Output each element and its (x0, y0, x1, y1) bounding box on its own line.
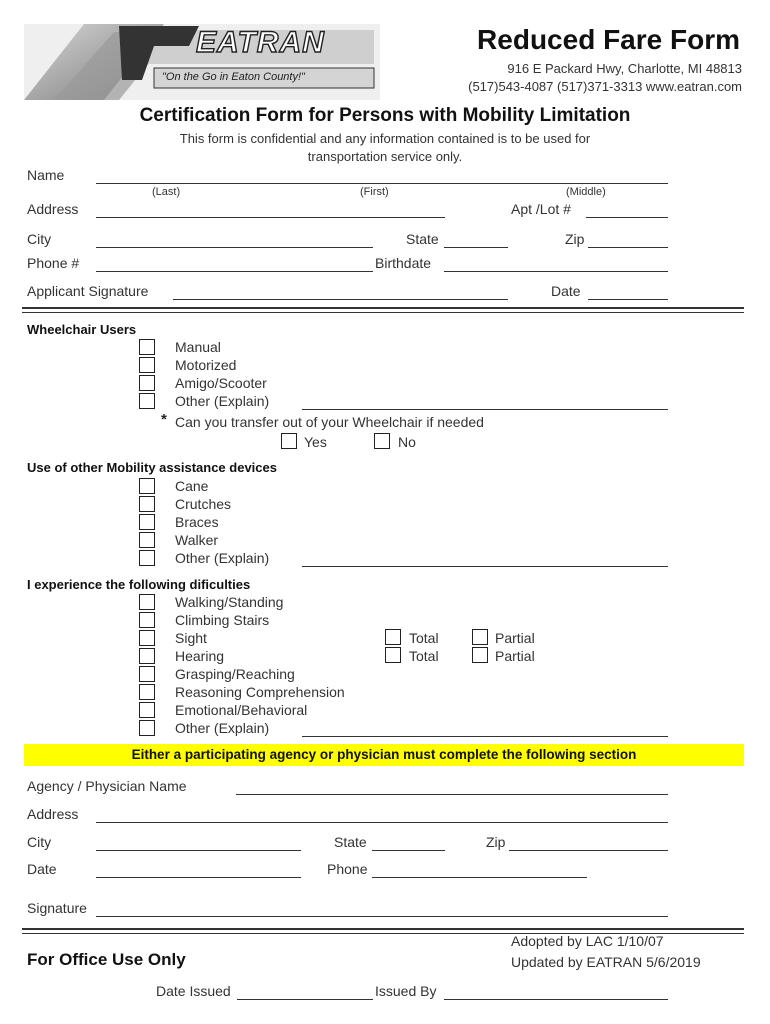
cert-note-line1: This form is confidential and any information contained is to be used for (179, 131, 591, 146)
section-divider (22, 307, 744, 313)
agency-signature-field[interactable] (96, 916, 668, 917)
crutches-label: Crutches (175, 496, 232, 512)
city-field[interactable] (96, 247, 373, 248)
manual-checkbox[interactable] (139, 339, 155, 355)
walking-label: Walking/Standing (175, 594, 284, 610)
sight-total-label: Total (409, 630, 439, 646)
sight-label: Sight (175, 630, 207, 646)
sight-partial-checkbox[interactable] (472, 629, 488, 645)
hearing-partial-label: Partial (495, 648, 535, 664)
transfer-yes-label: Yes (304, 434, 327, 450)
name-field[interactable] (96, 183, 668, 184)
stairs-label: Climbing Stairs (175, 612, 270, 628)
agency-date-label: Date (27, 861, 57, 877)
difficulties-heading: I experience the following dificulties (27, 577, 251, 592)
updated-note: Updated by EATRAN 5/6/2019 (511, 954, 701, 970)
agency-banner-text: Either a participating agency or physician must complete the following section (131, 747, 637, 762)
phone-field[interactable] (96, 271, 373, 272)
applicant-date-label: Date (551, 283, 581, 299)
manual-label: Manual (175, 339, 221, 355)
motorized-checkbox[interactable] (139, 357, 155, 373)
apt-label: Apt /Lot # (511, 201, 571, 217)
devices-heading: Use of other Mobility assistance devices (27, 460, 277, 475)
wheelchair-other-explain-field[interactable] (302, 409, 668, 410)
agency-state-field[interactable] (372, 850, 445, 851)
crutches-checkbox[interactable] (139, 496, 155, 512)
agency-city-label: City (27, 834, 52, 850)
agency-signature-label: Signature (27, 900, 87, 916)
agency-address-label: Address (27, 806, 79, 822)
hearing-checkbox[interactable] (139, 648, 155, 664)
agency-phone-label: Phone (327, 861, 368, 877)
date-issued-field[interactable] (237, 999, 373, 1000)
agency-phone-field[interactable] (372, 877, 587, 878)
grasping-label: Grasping/Reaching (175, 666, 295, 682)
address-field[interactable] (96, 217, 445, 218)
agency-zip-label: Zip (486, 834, 506, 850)
wheelchair-other-checkbox[interactable] (139, 393, 155, 409)
state-field[interactable] (444, 247, 508, 248)
braces-checkbox[interactable] (139, 514, 155, 530)
stairs-checkbox[interactable] (139, 612, 155, 628)
applicant-signature-field[interactable] (173, 299, 508, 300)
adopted-note: Adopted by LAC 1/10/07 (511, 933, 664, 949)
difficulties-other-checkbox[interactable] (139, 720, 155, 736)
wheelchair-other-label: Other (Explain) (175, 393, 270, 409)
phone-label: Phone # (27, 255, 80, 271)
issued-by-field[interactable] (444, 999, 668, 1000)
transfer-no-checkbox[interactable] (374, 433, 390, 449)
scooter-checkbox[interactable] (139, 375, 155, 391)
walker-checkbox[interactable] (139, 532, 155, 548)
form-title: Reduced Fare Form (477, 24, 740, 55)
agency-city-field[interactable] (96, 850, 301, 851)
transfer-asterisk: * (161, 411, 167, 428)
zip-label: Zip (565, 231, 585, 247)
difficulties-other-label: Other (Explain) (175, 720, 270, 736)
agency-state-label: State (334, 834, 367, 850)
office-heading: For Office Use Only (27, 950, 186, 969)
first-label: (First) (360, 186, 389, 198)
agency-contact: (517)543-4087 (517)371-3313 www.eatran.com (468, 79, 742, 94)
agency-address-field[interactable] (96, 822, 668, 823)
last-label: (Last) (152, 186, 181, 198)
reasoning-label: Reasoning Comprehension (175, 684, 345, 700)
cert-title: Certification Form for Persons with Mobility Limitation (139, 105, 631, 126)
walking-checkbox[interactable] (139, 594, 155, 610)
cane-checkbox[interactable] (139, 478, 155, 494)
emotional-checkbox[interactable] (139, 702, 155, 718)
wheelchair-heading: Wheelchair Users (27, 322, 137, 337)
state-label: State (406, 231, 439, 247)
agency-date-field[interactable] (96, 877, 301, 878)
devices-other-label: Other (Explain) (175, 550, 270, 566)
address-label: Address (27, 201, 79, 217)
grasping-checkbox[interactable] (139, 666, 155, 682)
birthdate-field[interactable] (444, 271, 668, 272)
sight-checkbox[interactable] (139, 630, 155, 646)
logo-text: EATRAN (196, 26, 325, 59)
reasoning-checkbox[interactable] (139, 684, 155, 700)
issued-by-label: Issued By (375, 983, 437, 999)
transfer-question: Can you transfer out of your Wheelchair if needed (175, 414, 484, 430)
city-label: City (27, 231, 52, 247)
zip-field[interactable] (588, 247, 668, 248)
birthdate-label: Birthdate (375, 255, 432, 271)
agency-name-label: Agency / Physician Name (27, 778, 187, 794)
applicant-signature-label: Applicant Signature (27, 283, 149, 299)
name-label: Name (27, 167, 65, 183)
agency-address: 916 E Packard Hwy, Charlotte, MI 48813 (507, 61, 742, 76)
emotional-label: Emotional/Behavioral (175, 702, 308, 718)
motorized-label: Motorized (175, 357, 237, 373)
transfer-yes-checkbox[interactable] (281, 433, 297, 449)
scooter-label: Amigo/Scooter (175, 375, 267, 391)
braces-label: Braces (175, 514, 219, 530)
logo-tagline: "On the Go in Eaton County!" (162, 71, 305, 83)
cane-label: Cane (175, 478, 209, 494)
applicant-date-field[interactable] (588, 299, 668, 300)
hearing-partial-checkbox[interactable] (472, 647, 488, 663)
agency-name-field[interactable] (236, 794, 668, 795)
difficulties-other-explain-field[interactable] (302, 736, 668, 737)
transfer-no-label: No (398, 434, 416, 450)
apt-field[interactable] (586, 217, 668, 218)
cert-note-line2: transportation service only. (307, 149, 463, 164)
hearing-total-label: Total (409, 648, 439, 664)
hearing-label: Hearing (175, 648, 225, 664)
date-issued-label: Date Issued (156, 983, 231, 999)
sight-partial-label: Partial (495, 630, 535, 646)
middle-label: (Middle) (566, 186, 606, 198)
devices-other-checkbox[interactable] (139, 550, 155, 566)
sight-total-checkbox[interactable] (385, 629, 401, 645)
devices-other-explain-field[interactable] (302, 566, 668, 567)
walker-label: Walker (175, 532, 219, 548)
hearing-total-checkbox[interactable] (385, 647, 401, 663)
agency-zip-field[interactable] (509, 850, 668, 851)
eatran-logo (24, 24, 380, 100)
